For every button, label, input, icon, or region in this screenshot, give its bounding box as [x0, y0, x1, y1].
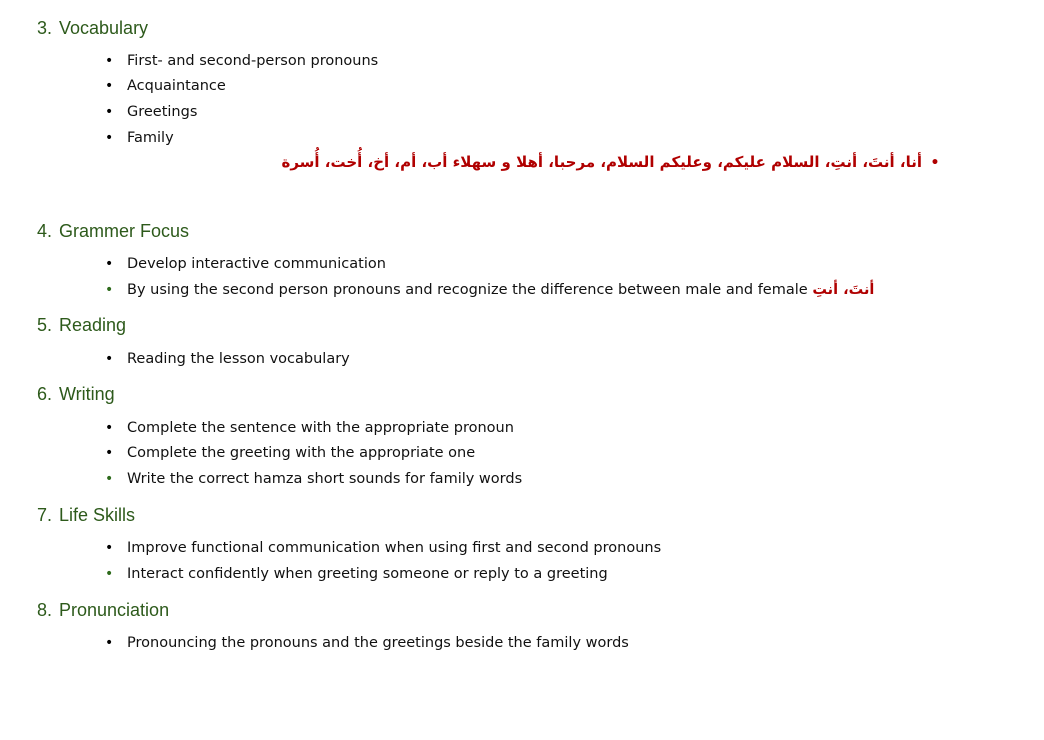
section-number: 4. — [37, 221, 53, 241]
list-item — [105, 443, 475, 463]
list-item — [105, 128, 174, 148]
section-title: Grammer Focus — [59, 221, 190, 241]
section-number: 5. — [37, 315, 53, 335]
section-heading-life-skills — [37, 504, 135, 526]
bullet-icon: • — [105, 420, 114, 436]
list-item — [105, 51, 378, 71]
section-number: 7. — [37, 505, 53, 525]
section-title: Pronunciation — [59, 600, 170, 620]
list-item-text: Develop interactive communication — [127, 256, 386, 272]
bullet-icon: • — [105, 78, 114, 94]
section-heading-vocabulary — [37, 17, 148, 39]
list-item-text: Greetings — [127, 104, 198, 120]
section-title: Writing — [59, 384, 115, 404]
bullet-icon: • — [105, 566, 114, 582]
section-number: 3. — [37, 18, 53, 38]
section-number: 8. — [37, 600, 53, 620]
inline-arabic-pronouns: أنتَ، أنتِ — [812, 282, 875, 298]
list-item-text: By using the second person pronouns and recognize the difference between male and female — [127, 282, 808, 298]
list-item-text: Complete the sentence with the appropriate pronoun — [127, 420, 514, 436]
bullet-icon: • — [105, 282, 114, 298]
list-item-text: First- and second-person pronouns — [127, 53, 379, 69]
list-item — [105, 349, 350, 369]
bullet-icon: • — [105, 53, 114, 69]
section-heading-reading — [37, 314, 126, 336]
bullet-icon: • — [105, 540, 114, 556]
list-item-text: Interact confidently when greeting someone or reply to a greeting — [127, 566, 608, 582]
list-item — [105, 564, 608, 584]
list-item — [105, 418, 514, 438]
arabic-vocabulary-item — [281, 151, 944, 174]
bullet-icon: • — [105, 256, 114, 272]
section-heading-pronunciation — [37, 599, 169, 621]
list-item-text: Complete the greeting with the appropriate one — [127, 445, 476, 461]
list-item-text: Improve functional communication when using first and second pronouns — [127, 540, 662, 556]
section-title: Reading — [59, 315, 127, 335]
arabic-vocabulary-text: أنا، أنتَ، أنتِ، السلام عليكم، وعليكم السلام، مرحبا، أهلا و سهلاء أب، أم، أخ، أُخت، أُسرة — [281, 153, 922, 171]
list-item-text: Pronouncing the pronouns and the greetings beside the family words — [127, 635, 629, 651]
bullet-icon: • — [105, 471, 114, 487]
section-number: 6. — [37, 384, 53, 404]
section-heading-grammar-focus — [37, 220, 189, 242]
bullet-icon: • — [930, 155, 940, 171]
list-item — [105, 254, 386, 274]
bullet-icon: • — [105, 351, 114, 367]
bullet-icon: • — [105, 130, 114, 146]
bullet-icon: • — [105, 104, 114, 120]
list-item — [105, 633, 629, 653]
section-title: Life Skills — [59, 505, 136, 525]
list-item — [105, 280, 874, 300]
list-item-text: Reading the lesson vocabulary — [127, 351, 350, 367]
list-item-text: Family — [127, 130, 174, 146]
bullet-icon: • — [105, 445, 114, 461]
section-title: Vocabulary — [59, 18, 149, 38]
list-item — [105, 469, 522, 489]
list-item — [105, 76, 226, 96]
list-item-text: Write the correct hamza short sounds for family words — [127, 471, 523, 487]
list-item-text: Acquaintance — [127, 78, 226, 94]
list-item — [105, 102, 197, 122]
list-item — [105, 538, 661, 558]
bullet-icon: • — [105, 635, 114, 651]
section-heading-writing — [37, 383, 115, 405]
